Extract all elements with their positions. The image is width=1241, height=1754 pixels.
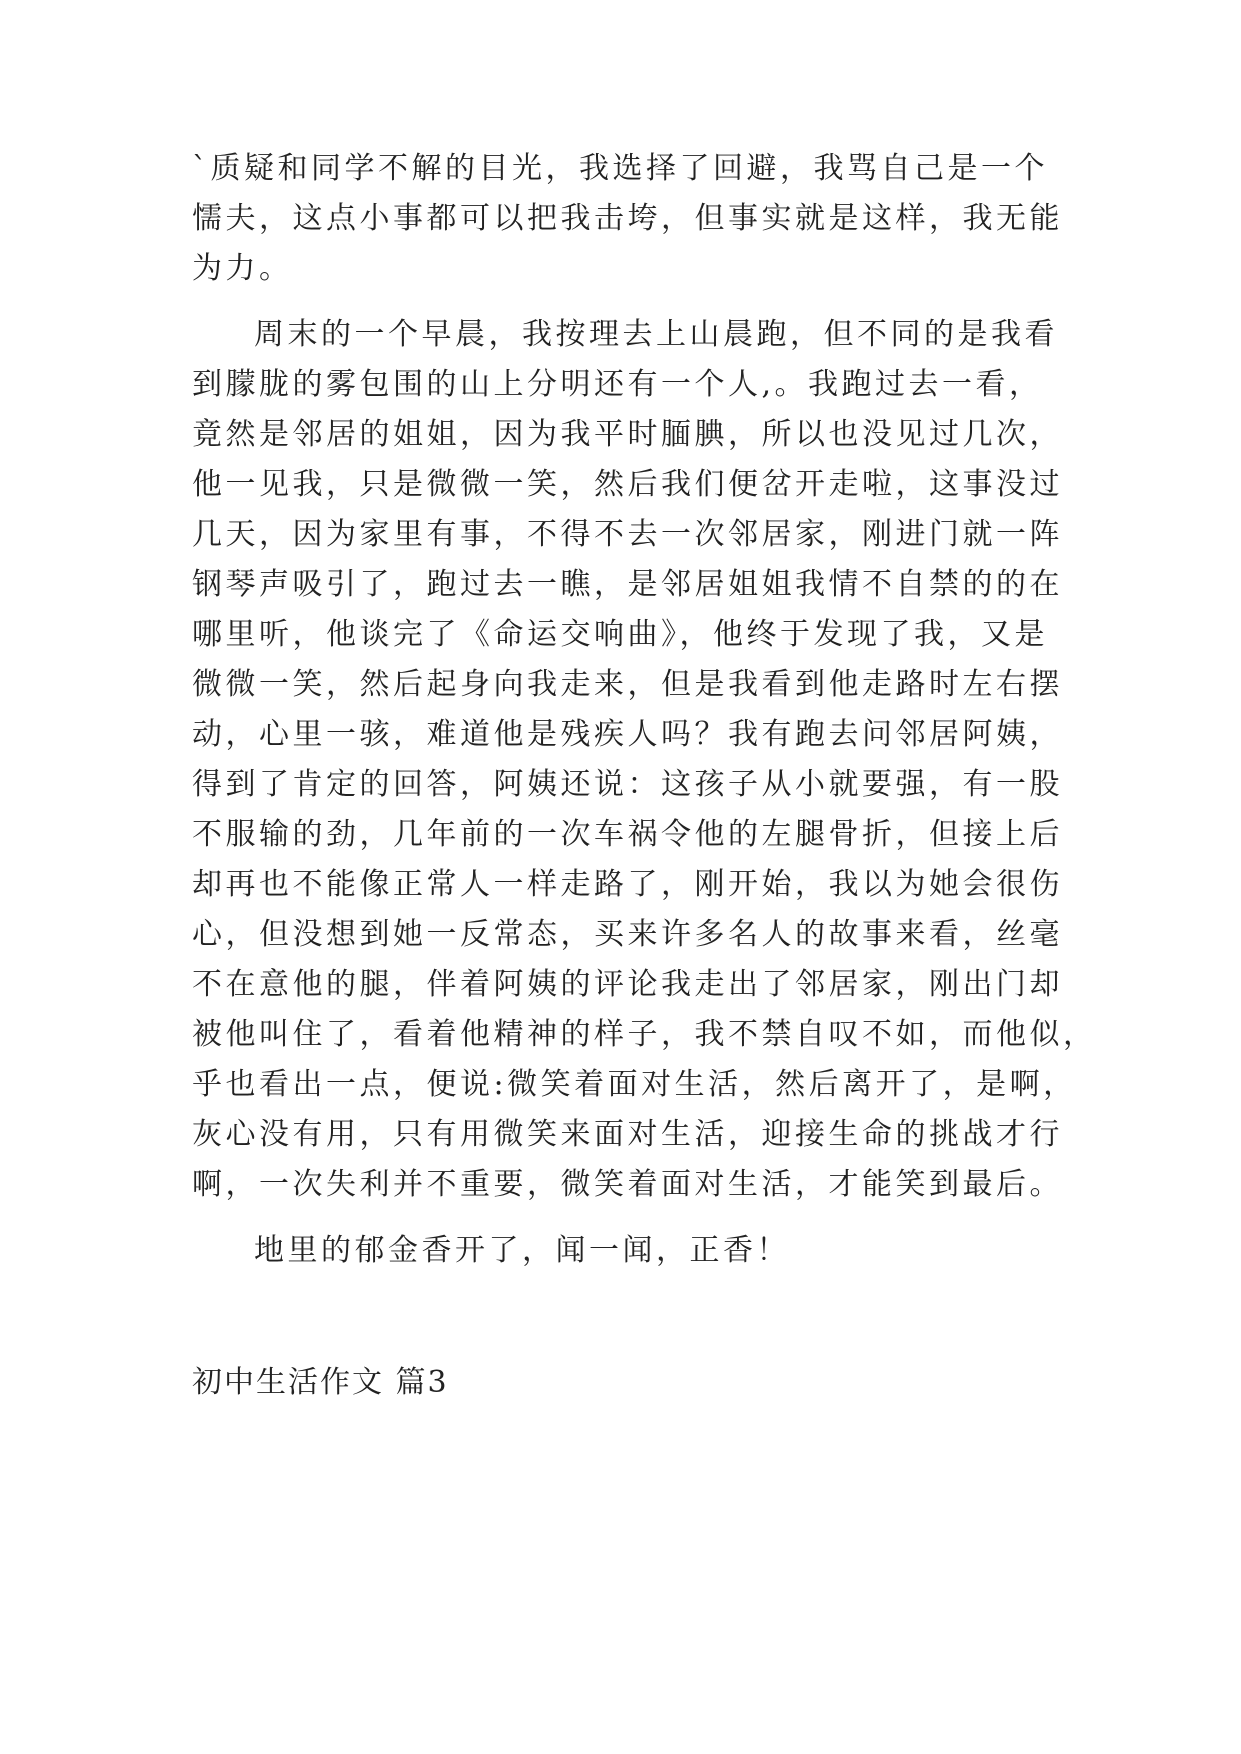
paragraph-2-line-6: 钢琴声吸引了，跑过去一瞧，是邻居姐姐我情不自禁的的在	[192, 567, 1063, 602]
paragraph-2-line-3: 竟然是邻居的姐姐，因为我平时腼腆，所以也没见过几次，	[192, 417, 1063, 452]
paragraph-2-line-13: 心，但没想到她一反常态，买来许多名人的故事来看，丝毫	[192, 917, 1063, 952]
paragraph-2-line-7: 哪里听，他谈完了《命运交响曲》，他终于发现了我，又是	[192, 617, 1048, 652]
paragraph-2-line-9: 动，心里一骇，难道他是残疾人吗？我有跑去问邻居阿姨，	[192, 717, 1063, 752]
paragraph-2-line-8: 微微一笑，然后起身向我走来，但是我看到他走路时左右摆	[192, 667, 1063, 702]
paragraph-2-line-5: 几天，因为家里有事，不得不去一次邻居家，刚进门就一阵	[192, 517, 1063, 552]
paragraph-1-line-2: 懦夫，这点小事都可以把我击垮，但事实就是这样，我无能	[192, 201, 1063, 236]
paragraph-2-line-15: 被他叫住了，看着他精神的样子，我不禁自叹不如，而他似，	[192, 1017, 1097, 1052]
paragraph-1-line-1: `质疑和同学不解的目光，我选择了回避，我骂自己是一个	[192, 151, 1048, 186]
section-heading: 初中生活作文 篇3	[192, 1365, 449, 1400]
paragraph-2-line-12: 却再也不能像正常人一样走路了，刚开始，我以为她会很伤	[192, 867, 1063, 902]
paragraph-2-line-2: 到朦胧的雾包围的山上分明还有一个人,。我跑过去一看，	[192, 367, 1043, 402]
paragraph-3-line-1: 地里的郁金香开了，闻一闻，正香！	[254, 1233, 790, 1268]
paragraph-2-line-1: 周末的一个早晨，我按理去上山晨跑，但不同的是我看	[254, 317, 1058, 352]
paragraph-2-line-18: 啊，一次失利并不重要，微笑着面对生活，才能笑到最后。	[192, 1167, 1063, 1202]
paragraph-2-line-4: 他一见我，只是微微一笑，然后我们便岔开走啦，这事没过	[192, 467, 1063, 502]
paragraph-2-line-14: 不在意他的腿，伴着阿姨的评论我走出了邻居家，刚出门却	[192, 967, 1063, 1002]
paragraph-1-line-3: 为力。	[192, 251, 293, 286]
paragraph-2-line-17: 灰心没有用，只有用微笑来面对生活，迎接生命的挑战才行	[192, 1117, 1063, 1152]
paragraph-2-line-10: 得到了肯定的回答，阿姨还说：这孩子从小就要强，有一股	[192, 767, 1063, 802]
paragraph-2-line-16: 乎也看出一点，便说:微笑着面对生活，然后离开了，是啊，	[192, 1067, 1077, 1102]
paragraph-2-line-11: 不服输的劲，几年前的一次车祸令他的左腿骨折，但接上后	[192, 817, 1063, 852]
